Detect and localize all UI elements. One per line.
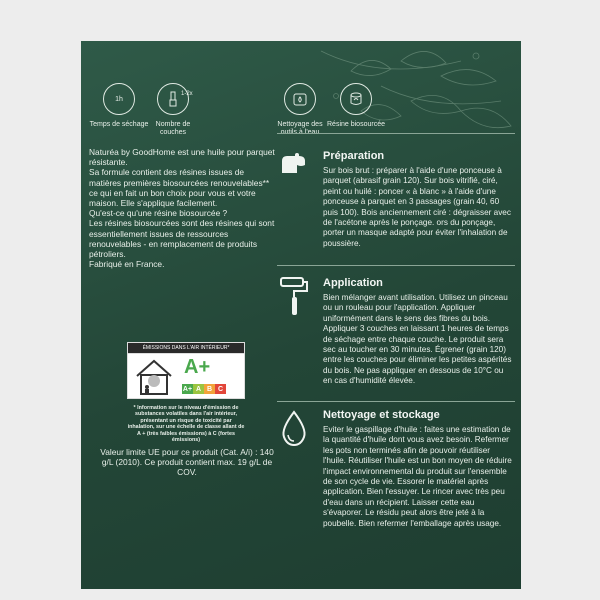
cleaning-storage-title: Nettoyage et stockage xyxy=(323,409,440,421)
application-title: Application xyxy=(323,277,383,289)
biosourced-resin-label: Résine biosourcée xyxy=(327,121,385,128)
coats-info xyxy=(143,83,203,137)
scale-a: A xyxy=(193,384,204,394)
preparation-title: Préparation xyxy=(323,150,385,162)
emission-scale xyxy=(182,384,226,394)
voc-limit-note: Valeur limite UE pour ce produit (Cat. A/i) : 140 g/L (2010). Ce produit contient max. 19 g/L de COV. xyxy=(100,447,274,478)
resin-question: Qu'est-ce qu'une résine biosourcée ? xyxy=(89,208,228,219)
coats-count: 1-2x xyxy=(181,91,193,97)
made-in-text: Fabriqué en France. xyxy=(89,259,165,270)
product-description xyxy=(89,147,275,269)
cleaning-storage-section xyxy=(323,409,513,529)
resin-answer: Les résines biosourcées sont des résines qui sont essentiellement issues de ressources renouvelables - en remplacement de produits pétroliers. xyxy=(89,218,275,260)
section-divider xyxy=(277,401,515,402)
drop-icon xyxy=(277,409,311,449)
scale-b: B xyxy=(204,384,215,394)
emission-label-header: ÉMISSIONS DANS L'AIR INTÉRIEUR* xyxy=(127,342,245,354)
water-drop-icon xyxy=(284,83,316,115)
brush-icon xyxy=(157,83,189,115)
scale-a-plus: A+ xyxy=(182,385,193,393)
product-label-panel xyxy=(81,41,521,589)
application-text: Bien mélanger avant utilisation. Utilisez un pinceau ou un rouleau pour l'application. Appliquer uniformément dans le sens des fibres du bois. Appliquer 3 couches en laissant 1 heures de temps de séchage entre chaque couche. Le produit sera sec au toucher en 30 minutes. Égrener (grain 120) entre les couches pour éliminer les petites aspérités du bois. Ne pas appliquer en dessous de 10°C ou en cas d'humidité élevée. xyxy=(323,293,512,386)
application-section xyxy=(323,277,513,387)
resin-jar-icon xyxy=(340,83,372,115)
emission-footnote: * Information sur le niveau d'émission de substances volatiles dans l'air intérieur, présentant un risque de toxicité par inhalation, sur une échelle de classe allant de A + (très faibles émissions) à C (fortes émissions) xyxy=(127,405,245,444)
paint-roller-icon xyxy=(277,275,311,319)
tool-cleaning-info xyxy=(270,83,330,137)
coats-label: Nombre de couches xyxy=(155,121,191,136)
clock-icon: 1h xyxy=(103,83,135,115)
formula-text: Sa formule contient des résines issues de matières premières biosourcées renouvelables** ce qui en fait un bon choix pour vous et votre maison. Elle s'applique facilement. xyxy=(89,167,270,209)
cleaning-storage-text: Eviter le gaspillage d'huile : faites une estimation de la quantité d'huile dont vous avez besoin. Refermer les pots non terminés afin de pouvoir réutiliser l'huile. Réutiliser l'huile est un bon moyen de réduire l'impact environnemental du produit sur l'ensemble de son cycle de vie. Essorer le matériel après application. Bien l'essuyer. Le rincer avec très peu d'eau dans un récipient. Laisser cette eau s'évaporer. Le résidu peut alors être jeté à la poubelle. Bien refermer l'emballage après usage. xyxy=(323,425,512,528)
intro-text: Naturéa by GoodHome est une huile pour parquet résistante. xyxy=(89,147,275,168)
tool-cleaning-label: Nettoyage des xyxy=(277,121,323,128)
drying-time-label: Temps de séchage xyxy=(89,121,149,128)
scale-c: C xyxy=(215,384,226,394)
gloved-hand-icon xyxy=(277,147,311,181)
emission-label-body xyxy=(127,354,245,399)
section-divider xyxy=(277,133,515,134)
section-divider xyxy=(277,265,515,266)
house-icon xyxy=(134,358,174,396)
preparation-text: Sur bois brut : préparer à l'aide d'une ponceuse à parquet (abrasif grain 120). Sur bois vitrifié, ciré, peint ou huilé : poncer « à blanc » à l'aide d'une ponceuse à parquet en 3 passages (grain 40, 60 puis 100). Bois anciennement ciré : dégraisser avec de l'acétone après le ponçage. ors du ponçage, porter un masque adapté pour éviter l'inhalation de poussière. xyxy=(323,166,511,248)
emission-label xyxy=(127,342,245,443)
emission-grade: A+ xyxy=(184,356,211,378)
drying-time-info xyxy=(89,83,149,129)
preparation-section xyxy=(323,150,513,249)
biosourced-resin-info xyxy=(326,83,386,129)
